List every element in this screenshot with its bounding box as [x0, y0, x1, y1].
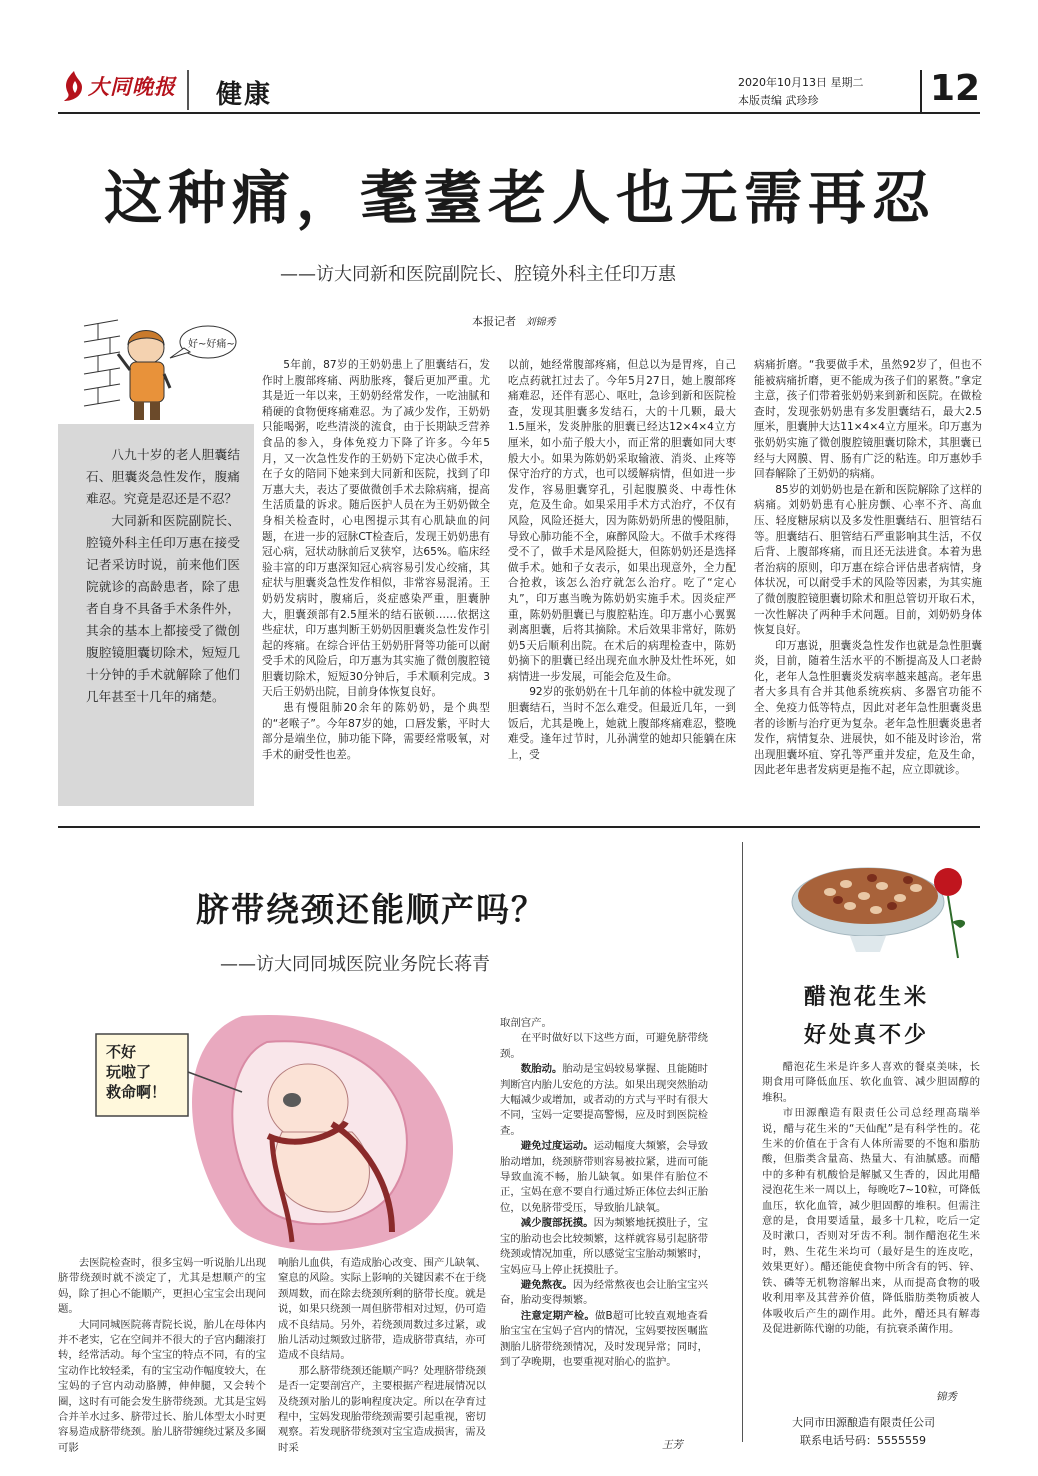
article2-column-left	[58, 1256, 266, 1454]
masthead	[0, 0, 1038, 115]
body-paragraph: 醋泡花生米是许多人喜欢的餐桌美味，长期食用可降低血压、软化血管、减少胆固醇的堆积。	[762, 1061, 980, 1104]
byline-label: 本报记者	[472, 315, 516, 328]
article1-byline	[472, 313, 556, 329]
body-paragraph: 病痛折磨。“我要做手术，虽然92岁了，但也不能被病痛折磨，更不能成为孩子们的累赘。”拿定主意，孩子们带着张奶奶来到新和医院。在做检查时，发现张奶奶患有多发胆囊结石，最大2.5厘米，胆囊肿大达11×4×4立方厘米。印万惠为张奶奶实施了微创腹腔镜胆囊切除术，其胆囊已经与大网膜、胃、肠有广泛的粘连。印万惠妙手回春解除了王奶奶的病痛。	[754, 359, 982, 481]
paragraph-text: 胎动是宝妈较易掌握、且能随时判断宫内胎儿安危的方法。如果出现突然胎动大幅减少或增加，或者动的方式与平时有很大不同，宝妈一定要提高警惕，应及时到医院检查。	[500, 1063, 709, 1137]
body-paragraph: 印万惠说，胆囊炎急性发作也就是急性胆囊炎，目前，随着生活水平的不断提高及人口老龄化，老年人急性胆囊炎发病率越来越高。老年患者大多具有合并其他系统疾病、多器官功能不全、免疫力低等特点，因此对老年急性胆囊炎患者的诊断与治疗更为复杂。老年急性胆囊炎患者发作，病情复杂、进展快，如不能及时诊治，常出现胆囊坏疽、穿孔等严重并发症，危及生命，因此老年患者发病更是拖不起，应立即就诊。	[754, 639, 982, 777]
peanut-bowl-image	[780, 852, 976, 962]
sidebar-paragraph: 八九十岁的老人胆囊结石、胆囊炎急性发作，腹痛难忍。究竟是忍还是不忍？	[86, 447, 240, 506]
article2-author: 王芳	[662, 1439, 683, 1451]
article1-headline: 这种痛，耄耋老人也无需再忍	[103, 164, 936, 232]
article2-subheadline: ——访大同同城医院业务院长蒋青	[220, 954, 490, 975]
masthead-rule	[58, 112, 980, 114]
sidebar-paragraph: 大同新和医院副院长、腔镜外科主任印万惠在接受记者采访时说，前来他们医院就诊的高龄患者，除了患者自身不具备手术条件外，其余的基本上都接受了微创腹腔镜胆囊切除术，短短几十分钟的手术就解除了他们几年甚至十几年的痛楚。	[86, 513, 240, 704]
logo	[62, 66, 180, 106]
paragraph-lead: 避免过度运动。	[520, 1140, 594, 1153]
body-paragraph	[500, 1139, 708, 1216]
article2-illustration	[92, 1012, 490, 1244]
article3-headline-line2: 好处真不少	[804, 1023, 930, 1048]
grandma-pain-illustration	[58, 318, 258, 422]
byline-name: 刘锦秀	[525, 317, 556, 328]
paragraph-text: 因为经常熬夜也会让胎宝宝兴奋，胎动变得频繁。	[500, 1278, 709, 1307]
body-paragraph: 去医院检查时，很多宝妈一听说胎儿出现脐带绕颈时就不淡定了，尤其是想顺产的宝妈，除了担心不能顺产，更担心宝宝会出现问题。	[58, 1257, 266, 1316]
paragraph-lead: 注意定期产检。	[520, 1309, 595, 1322]
cartoon-speech-bubble: 好~好痛~	[188, 339, 235, 350]
article1-sidebar	[58, 424, 254, 806]
body-paragraph: 响胎儿血供，有造成胎心改变、围产儿缺氧、窒息的风险。实际上影响的关键因素不在于绕颈周数，而在除去绕颈所剩的脐带长度。就是说，如果只绕颈一周但脐带相对过短，仍可造成不良结局。另外，若绕颈周数过多过紧，或胎儿活动过频致过脐带，造成脐带真结，亦可造成不良结局。	[278, 1257, 486, 1362]
body-paragraph	[500, 1216, 708, 1278]
body-paragraph: 5年前，87岁的王奶奶患上了胆囊结石，发作时上腹部疼痛、两肋胀疼，餐后更加严重。尤其是近一年以来，王奶奶经常发作，一吃油腻和稍硬的食物便疼痛难忍。为了减少发作，王奶奶只能喝粥，吃些清淡的流食，由于长期缺乏营养食品的参入，身体免疫力下降了许多。今年5月，又一次急性发作的王奶奶下定决心做手术，在子女的陪同下她来到大同新和医院，找到了印万惠大夫，表达了要做微创手术去除病痛，提高生活质量的诉求。随后医护人员在为王奶奶做全身相关检查时，心电图提示其有心肌缺血的问题，在进一步的冠脉CT检查后，发现王奶奶患有冠心病，冠状动脉前后叉狭窄，达65%。临床经验丰富的印万惠深知冠心病容易引发心绞痛，其症状与胆囊炎急性发作相似，非常容易混淆。王奶奶发病时，腹痛后，炎症感染严重，胆囊肿大，胆囊颈部有2.5厘米的结石嵌顿……依据这些症状，印万惠判断王奶奶因胆囊炎急性发作引起的疼痛。在综合评估王奶奶肝肾等功能可以耐受手术的风险后，印万惠为其实施了微创腹腔镜胆囊切除术，短短30分钟后，手术顺利完成。3天后王奶奶出院，目前身体恢复良好。	[262, 359, 490, 699]
paragraph-text: 在平时做好以下这些方面，可避免脐带绕颈。	[500, 1032, 708, 1060]
body-paragraph: 大同同城医院蒋青院长说，胎儿在母体内并不老实，它在空间并不很大的子宫内翻滚打转，经常活动。每个宝宝的特点不同，有的宝宝动作比较轻柔，有的宝宝动作幅度较大，在宝妈的子宫内动动胳膊，伸伸腿，又会转个圈，这时有可能会发生脐带绕颈。尤其是宝妈合并羊水过多、脐带过长、胎儿体型太小时更容易造成脐带绕颈。胎儿脐带缠绕过紧及多圈可影	[58, 1318, 266, 1454]
paragraph-text: 取剖宫产。	[500, 1017, 552, 1029]
body-paragraph	[500, 1062, 708, 1139]
body-paragraph: 85岁的刘奶奶也是在新和医院解除了这样的病痛。刘奶奶患有心脏房颤、心率不齐、高血压、轻度糖尿病以及多发性胆囊结石、胆管结石等。胆囊结石、胆管结石严重影响其生活，不仅后背、上腹部疼痛，而且还无法进食。本着为患者治病的原则，印万惠在综合评估患者病情，身体状况，可以耐受手术的风险等因素，为其实施了微创腹腔镜胆囊切除术和胆总管切开取石术，一次性解决了两种手术问题。目前，刘奶奶身体恢复良好。	[754, 483, 982, 637]
body-paragraph: 92岁的张奶奶在十几年前的体检中就发现了胆囊结石，当时不怎么难受。但最近几年，一到饭后，尤其是晚上，她就上腹部疼痛难忍，整晚难受。逢年过节时，儿孙满堂的她却只能躺在床上，受	[508, 686, 736, 761]
page-editor: 本版责编 武珍珍	[738, 94, 819, 107]
body-paragraph: 以前，她经常腹部疼痛，但总以为是胃疼，自己吃点药就扛过去了。今年5月27日，她上腹部疼痛难忍，还伴有恶心、呕吐，急诊到新和医院检查，发现其胆囊多发结石，大的十几颗，最大1.5厘米，发炎肿胀的胆囊已经达12×4×4立方厘米，如小茄子般大小，而正常的胆囊如同大枣般大小。如果为陈奶奶采取输液、消炎、止疼等保守治疗的方式，也可以缓解病情，但如进一步发作，容易胆囊穿孔，引起腹膜炎、中毒性休克，危及生命。如果采用手术方式治疗，不仅有风险，风险还挺大，因为陈奶奶所患的慢阻肺，导致心肺功能不全，麻醉风险大。不做手术疼得受不了，做手术是风险挺大，但陈奶奶还是选择做手术。她和子女表示，如果出现意外，全力配合抢救，该怎么治疗就怎么治疗。吃了“定心丸”，印万惠当晚为陈奶奶实施手术。因炎症严重，陈奶奶胆囊已与腹腔粘连。印万惠小心翼翼剥离胆囊，后将其摘除。术后效果非常好，陈奶奶5天后顺利出院。在术后的病理检查中，陈奶奶摘下的胆囊已经出现充血水肿及灶性坏死，如病情进一步发展，可能会危及生命。	[508, 359, 736, 683]
body-paragraph	[500, 1309, 708, 1371]
paragraph-lead: 数胎动。	[520, 1063, 563, 1076]
article1-column-3	[754, 358, 982, 814]
illustration-caption	[106, 1042, 186, 1102]
sidebar-column-separator	[742, 842, 743, 1442]
article1-column-1	[262, 358, 490, 814]
body-paragraph: 患有慢阻肺20余年的陈奶奶，是个典型的“老喉子”。今年87岁的她，口唇发紫，平时大部分是端坐位，肺功能下降，需要经常吸氧，对手术的耐受性也差。	[262, 702, 490, 761]
article3-phone: 联系电话号码：5555559	[800, 1434, 926, 1447]
paragraph-text: 因为频繁地抚摸肚子，宝宝的胎动也会比较频繁，这样就容易引起脐带绕颈或情况加重，所以感觉宝宝胎动频繁时，宝妈应马上停止抚摸肚子。	[500, 1217, 709, 1276]
article3-author: 锦秀	[936, 1391, 957, 1403]
caption-line: 玩啦了	[106, 1063, 152, 1081]
article-separator	[58, 826, 980, 828]
body-paragraph: 那么脐带绕颈还能顺产吗？处理脐带绕颈是否一定要剖宫产，主要根据产程进展情况以及绕颈对胎儿的影响程度决定。所以在孕育过程中，宝妈发现胎带绕颈需要引起重视，密切观察。若发现脐带绕颈对宝宝造成损害，需及时采	[278, 1364, 486, 1454]
body-paragraph	[500, 1031, 708, 1062]
body-paragraph	[500, 1278, 708, 1309]
body-paragraph: 市田源酿造有限责任公司总经理高瑞举说，醋与花生米的“天仙配”是有科学性的。花生米的价值在于含有人体所需要的不饱和脂肪酸，但脂类含量高、热量大、有油腻感。而醋中的多种有机酸恰是解腻又生香的，因此用醋浸泡花生米一周以上，每晚吃7~10粒，可降低血压，软化血管，减少胆固醇的堆积。但需注意的是，食用要适量，最多十几粒，吃后一定及时漱口，否则对牙齿不利。制作醋泡花生米时，熟、生花生米均可（最好是生的连皮吃，效果更好）。醋还能使食物中所含有的钙、锌、铁、磷等无机物溶解出来，从而提高食物的吸收利用率及其营养价值，降低脂肪类物质被人体吸收后产生的副作用。此外，醋还具有解毒及促进新陈代谢的功能，有抗衰杀菌作用。	[762, 1107, 980, 1335]
paragraph-text: 做B超可比较直观地查看胎宝宝在宝妈子宫内的情况，宝妈要按医嘱监测胎儿脐带绕颈情况，及时发现异常；同时，到了孕晚期，也要重视对胎心的监护。	[500, 1309, 708, 1368]
article3-body	[762, 1060, 980, 1390]
body-paragraph	[500, 1016, 708, 1031]
page-number: 12	[930, 68, 981, 109]
article2-column-right	[500, 1016, 708, 1440]
article1-cartoon	[58, 318, 258, 422]
logo-text: 大同晚报	[88, 74, 176, 99]
article2-column-mid	[278, 1256, 486, 1454]
logo-flame-icon	[62, 69, 86, 103]
article2-headline: 脐带绕颈还能顺产吗？	[196, 890, 546, 929]
logo-divider	[187, 70, 189, 110]
article3-company: 大同市田源酿造有限责任公司	[792, 1416, 935, 1429]
page-number-divider	[920, 70, 922, 112]
paragraph-lead: 减少腹部抚摸。	[520, 1217, 594, 1230]
article1-subheadline: ——访大同新和医院副院长、腔镜外科主任印万惠	[280, 264, 676, 285]
section-name: 健康	[216, 80, 273, 110]
paragraph-text: 运动幅度大频繁，会导致胎动增加，绕颈脐带则容易被拉紧，进而可能导致血流不畅，胎儿缺氧。如果伴有胎位不正，宝妈在意不要自行通过矫正体位去纠正胎位，以免脐带受压，导致胎儿缺氧。	[500, 1140, 709, 1214]
paragraph-lead: 避免熬夜。	[520, 1278, 573, 1291]
article3-headline-line1: 醋泡花生米	[804, 985, 930, 1010]
caption-line: 不好	[106, 1043, 137, 1061]
article1-column-2	[508, 358, 736, 814]
peanut-photo	[780, 852, 976, 962]
caption-line: 救命啊！	[106, 1083, 167, 1101]
issue-date: 2020年10月13日 星期二	[738, 76, 864, 89]
